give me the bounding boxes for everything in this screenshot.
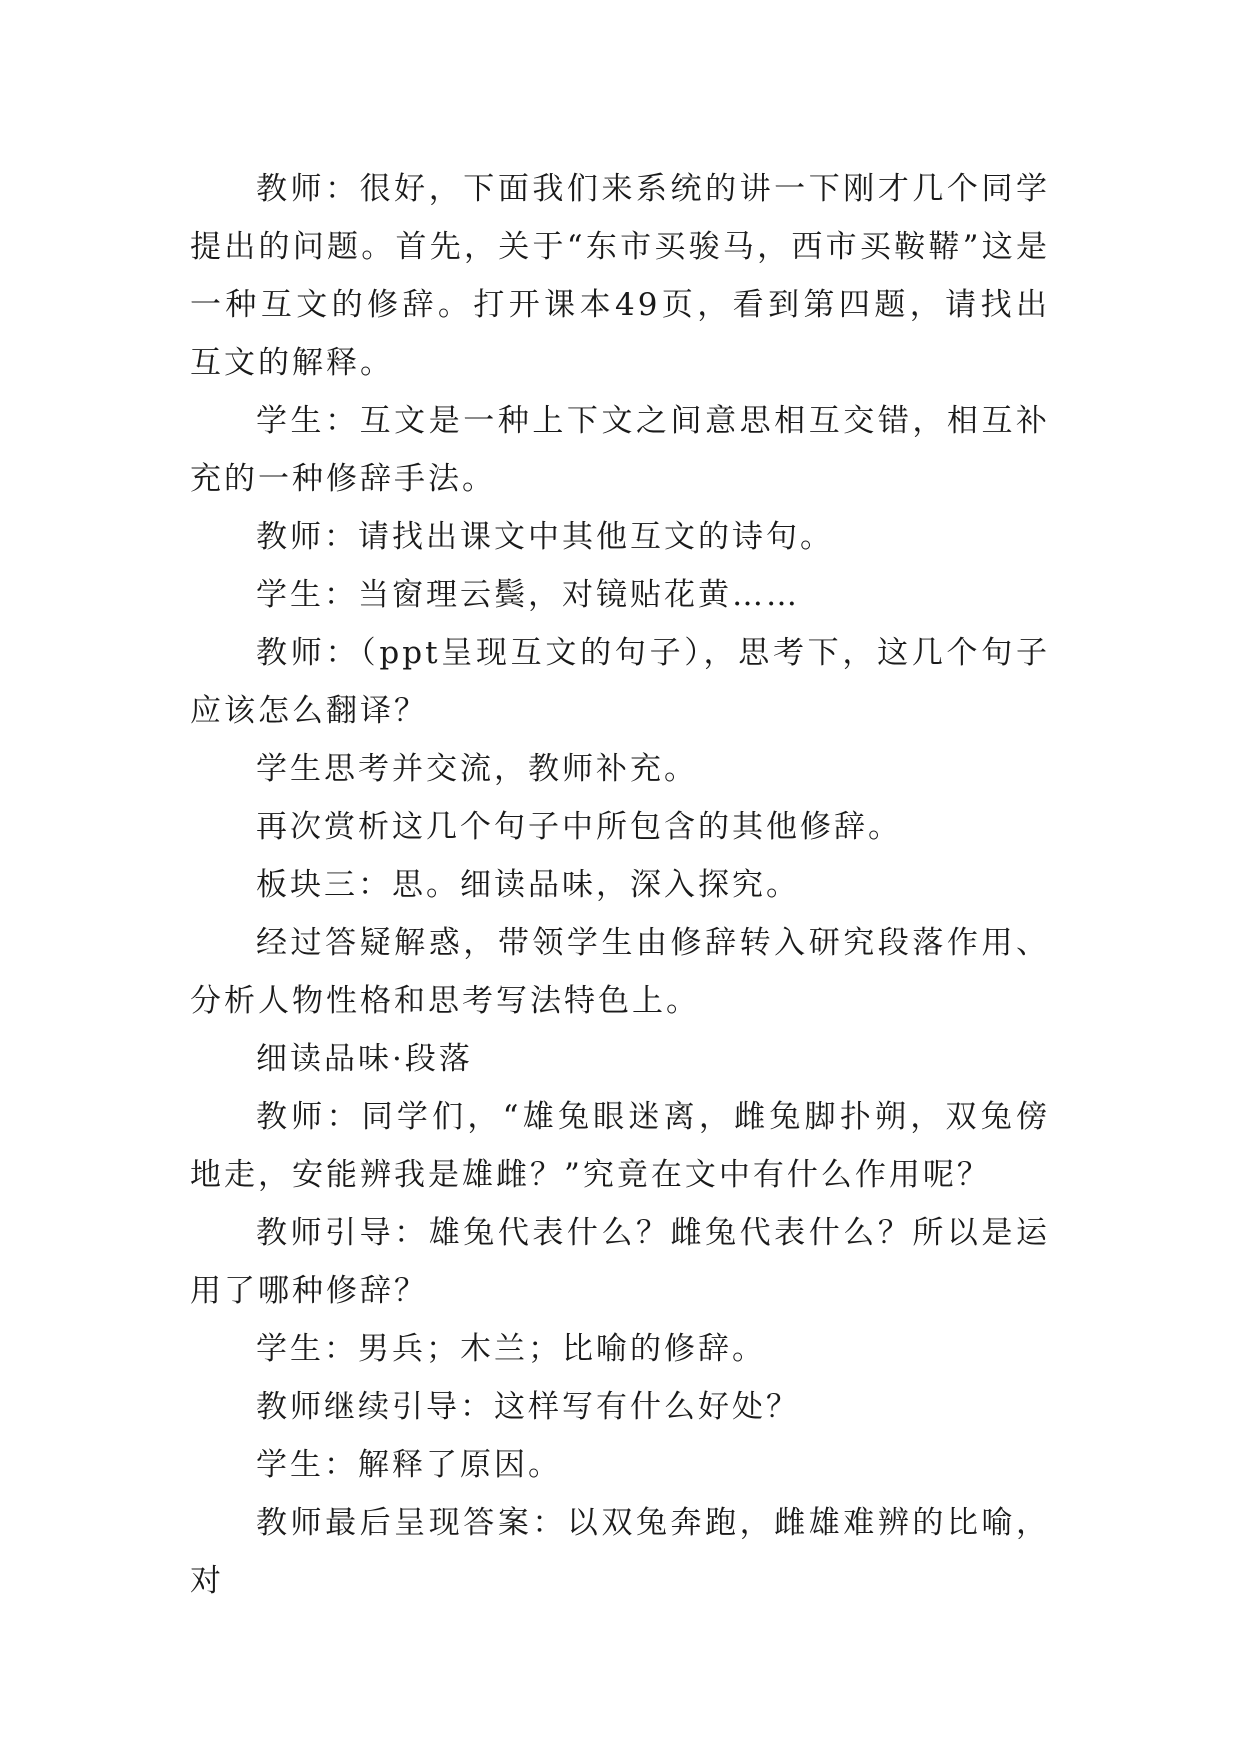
paragraph: 教师引导：雄兔代表什么？雌兔代表什么？所以是运用了哪种修辞？ bbox=[190, 1215, 1050, 1309]
paragraph: 学生思考并交流，教师补充。 bbox=[256, 751, 698, 787]
paragraph: 教师最后呈现答案：以双兔奔跑，雌雄难辨的比喻，对 bbox=[190, 1505, 1050, 1599]
paragraph: 教师：同学们，“雄兔眼迷离，雌兔脚扑朔，双兔傍地走，安能辨我是雄雌？”究竟在文中有什么作用呢？ bbox=[190, 1099, 1050, 1193]
paragraph: 学生：互文是一种上下文之间意思相互交错，相互补充的一种修辞手法。 bbox=[190, 403, 1050, 497]
paragraph: 经过答疑解惑，带领学生由修辞转入研究段落作用、分析人物性格和思考写法特色上。 bbox=[190, 925, 1050, 1019]
paragraph: 教师继续引导：这样写有什么好处？ bbox=[256, 1389, 800, 1425]
paragraph: 教师：请找出课文中其他互文的诗句。 bbox=[256, 519, 834, 555]
subsection-heading: 细读品味·段落 bbox=[256, 1041, 473, 1077]
paragraph: 学生：男兵；木兰；比喻的修辞。 bbox=[256, 1331, 766, 1367]
paragraph: 教师：（ppt呈现互文的句子），思考下，这几个句子应该怎么翻译？ bbox=[190, 635, 1050, 729]
paragraph: 再次赏析这几个句子中所包含的其他修辞。 bbox=[256, 809, 902, 845]
document-body bbox=[190, 160, 1050, 1610]
paragraph: 教师：很好，下面我们来系统的讲一下刚才几个同学提出的问题。首先，关于“东市买骏马，西市买鞍鞯”这是一种互文的修辞。打开课本49页，看到第四题，请找出互文的解释。 bbox=[190, 171, 1050, 381]
paragraph: 学生：当窗理云鬓，对镜贴花黄…… bbox=[256, 577, 800, 613]
section-heading: 板块三：思。细读品味，深入探究。 bbox=[256, 867, 800, 903]
paragraph: 学生：解释了原因。 bbox=[256, 1447, 562, 1483]
